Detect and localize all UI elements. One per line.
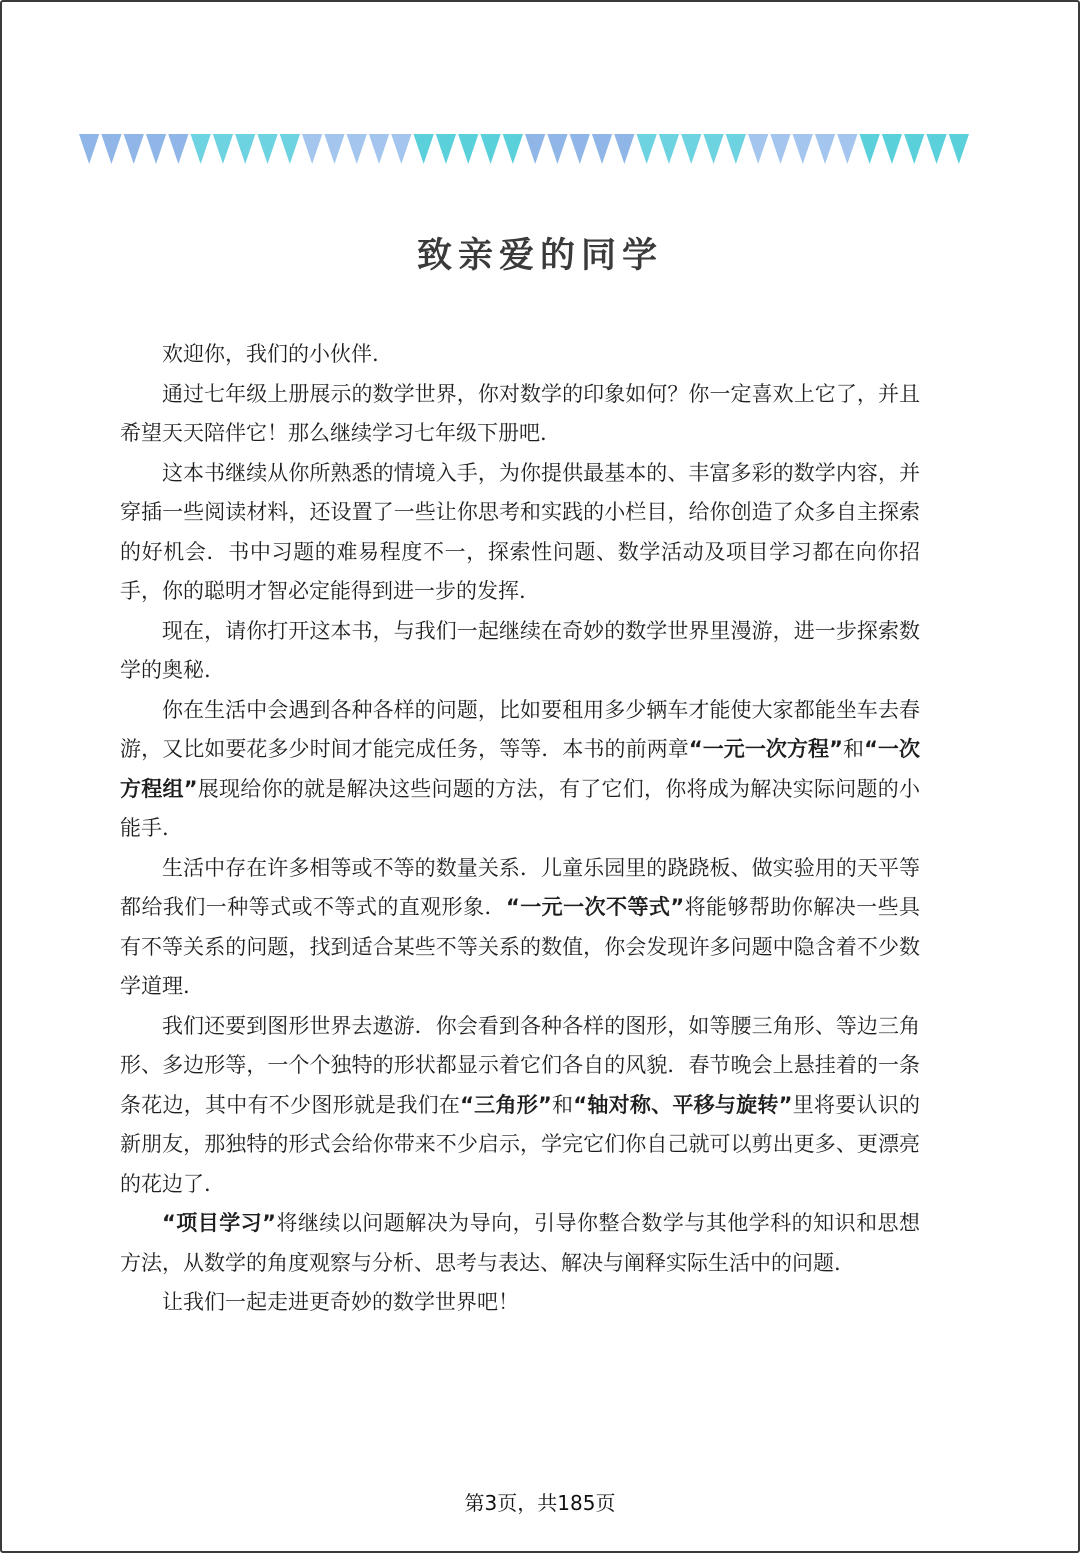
bunting-flag (926, 134, 946, 164)
bunting-flag (547, 134, 567, 164)
bunting-flag (235, 134, 255, 164)
bunting-flag (391, 134, 411, 164)
bold-term: “一次方程组” (120, 737, 920, 801)
paragraph (120, 454, 920, 612)
paragraph (120, 375, 920, 454)
paragraph-text: 将继续以问题解决为导向，引导你整合数学与其他学科的知识和思想方法，从数学的角度观察与分析、思考与表达、解决与阐释实际生活中的问题. (120, 1211, 920, 1275)
bunting-flag (793, 134, 813, 164)
bunting-flag (101, 134, 121, 164)
bunting-flag (726, 134, 746, 164)
bunting-flag (748, 134, 768, 164)
page-title: 致亲爱的同学 (416, 236, 663, 276)
bunting-flag (659, 134, 679, 164)
paragraph-text: 通过七年级上册展示的数学世界，你对数学的印象如何？你一定喜欢上它了，并且希望天天陪伴它！那么继续学习七年级下册吧. (120, 381, 920, 445)
bunting-flag (592, 134, 612, 164)
paragraph (120, 335, 920, 375)
bunting-flag (904, 134, 924, 164)
paragraph-text: 里将要认识的新朋友，那独特的形式会给你带来不少启示，学完它们你自己就可以剪出更多、更漂亮的花边了. (120, 1092, 921, 1196)
paragraph-text: 展现给你的就是解决这些问题的方法，有了它们，你将成为解决实际问题的小能手. (120, 776, 920, 840)
paragraph-text: 现在，请你打开这本书，与我们一起继续在奇妙的数学世界里漫游，进一步探索数学的奥秘. (120, 618, 920, 682)
paragraph (120, 1204, 920, 1283)
bunting-flag (837, 134, 857, 164)
bunting-decoration (78, 134, 970, 168)
bunting-flag (191, 134, 211, 164)
bunting-flag (302, 134, 322, 164)
paragraph (120, 612, 920, 691)
bunting-flag (124, 134, 144, 164)
bunting-flag (414, 134, 434, 164)
page-number: 第3页，共185页 (464, 1491, 616, 1515)
bunting-flag (369, 134, 389, 164)
bold-term: “一元一次方程” (688, 737, 843, 761)
paragraph-text: 和 (842, 737, 865, 761)
bunting-flag (614, 134, 634, 164)
bunting-flag (458, 134, 478, 164)
bunting-flag (637, 134, 657, 164)
bunting-flag (213, 134, 233, 164)
paragraph (120, 849, 920, 1007)
bold-term: “三角形” (460, 1092, 552, 1117)
bold-term: “项目学习” (162, 1211, 276, 1235)
letter-body (120, 335, 920, 1323)
bunting-flag (949, 134, 969, 164)
bunting-flag (257, 134, 277, 164)
paragraph-text: 生活中存在许多相等或不等的数量关系．儿童乐园里的跷跷板、做实验用的天平等都给我们一种等式或不等式的直观形象． (120, 855, 920, 919)
paragraph-text: 你在生活中会遇到各种各样的问题，比如要租用多少辆车才能使大家都能坐车去春游，又比如要花多少时间才能完成任务，等等．本书的前两章 (120, 697, 920, 761)
paragraph-text: 和 (551, 1092, 574, 1117)
bunting-flag (882, 134, 902, 164)
paragraph-text: 让我们一起走进更奇妙的数学世界吧！ (162, 1290, 519, 1314)
bunting-flag (525, 134, 545, 164)
bunting-flag (860, 134, 880, 164)
paragraph-text: 欢迎你，我们的小伙伴. (162, 342, 379, 366)
bunting-flag (280, 134, 300, 164)
bold-term: “轴对称、平移与旋转” (573, 1092, 793, 1117)
bunting-flag (79, 134, 99, 164)
bunting-flag (703, 134, 723, 164)
bunting-flag (436, 134, 456, 164)
bunting-flag (168, 134, 188, 164)
bunting-flag (681, 134, 701, 164)
bunting-flag (146, 134, 166, 164)
paragraph-text: 将能够帮助你解决一些具有不等关系的问题，找到适合某些不等关系的数值，你会发现许多问题中隐含着不少数学道理. (120, 895, 921, 998)
bunting-flag (480, 134, 500, 164)
bunting-flag (570, 134, 590, 164)
bunting-flag (815, 134, 835, 164)
bunting-flag (503, 134, 523, 164)
bold-term: “一元一次不等式” (505, 895, 685, 919)
paragraph (120, 1007, 920, 1205)
bunting-flag (324, 134, 344, 164)
paragraph (120, 1283, 920, 1323)
paragraph-text: 我们还要到图形世界去遨游．你会看到各种各样的图形，如等腰三角形、等边三角形、多边形等，一个个独特的形状都显示着它们各自的风貌．春节晚会上悬挂着的一条条花边，其中有不少图形就是我们在 (120, 1013, 920, 1117)
paragraph-text: 这本书继续从你所熟悉的情境入手，为你提供最基本的、丰富多彩的数学内容，并穿插一些阅读材料，还设置了一些让你思考和实践的小栏目，给你创造了众多自主探索的好机会．书中习题的难易程度不一，探索性问题、数学活动及项目学习都在向你招手，你的聪明才智必定能得到进一步的发挥. (120, 460, 920, 603)
paragraph (120, 691, 920, 849)
bunting-flag (347, 134, 367, 164)
bunting-flag (770, 134, 790, 164)
